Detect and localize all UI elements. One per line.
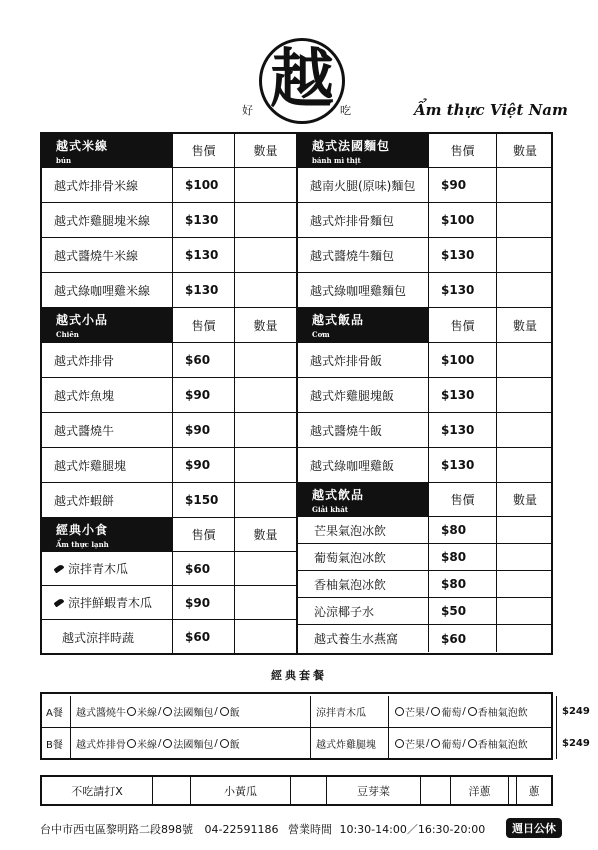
menu-item-row [298, 625, 553, 652]
set-side-dish: 越式炸雞腿塊 [310, 727, 388, 759]
menu-item-name-cell [42, 238, 172, 272]
menu-item-price: $130 [172, 203, 234, 237]
menu-item-name: 芒果氣泡冰飲 [314, 523, 387, 538]
quantity-cell[interactable] [234, 238, 296, 272]
menu-item-name: 越式炸排骨麵包 [310, 213, 395, 228]
option-circle[interactable] [468, 739, 477, 748]
set-option-label: 法國麵包 [173, 739, 214, 751]
section-subtitle: Giải khát [312, 504, 348, 514]
quantity-cell[interactable] [234, 586, 296, 619]
quantity-cell[interactable] [234, 552, 296, 585]
menu-item-name-cell [42, 378, 172, 412]
separator: / [158, 737, 162, 749]
menu-item-name: 越式炸魚塊 [54, 388, 115, 403]
menu-item-name-cell [298, 168, 428, 202]
section-title-cell [42, 308, 172, 342]
price-column-header: 售價 [428, 134, 496, 167]
section-title-cell [42, 134, 172, 167]
section-subtitle: Ẩm thực lạnh [56, 539, 109, 549]
quantity-cell[interactable] [234, 203, 296, 237]
drink-option-label: 芒果 [405, 708, 425, 719]
set-main-choice [70, 727, 310, 759]
phone: 04-22591186 [204, 823, 279, 836]
menu-item-row [298, 598, 553, 625]
menu-item-price: $60 [428, 625, 496, 652]
quantity-cell[interactable] [234, 168, 296, 202]
menu-item-price: $80 [428, 517, 496, 543]
menu-item-price: $130 [428, 238, 496, 272]
section-title-cell [298, 134, 428, 167]
menu-item-name: 葡萄氣泡冰飲 [314, 550, 387, 565]
menu-item-name-cell [42, 620, 172, 654]
quantity-cell[interactable] [234, 413, 296, 447]
menu-item-price: $130 [172, 273, 234, 307]
address: 台中市西屯區黎明路二段898號 [40, 823, 193, 836]
section-title: 越式法國麵包 [312, 138, 391, 153]
exclusion-label: 不吃請打X [71, 784, 123, 798]
menu-item-row [298, 571, 553, 598]
section-subtitle: bún [56, 155, 72, 165]
exclusion-item: 豆芽菜 [326, 777, 420, 804]
menu-item-row [298, 544, 553, 571]
separator: / [462, 706, 466, 717]
menu-item-name: 越式綠咖哩雞麵包 [310, 283, 407, 298]
menu-item-row [298, 517, 553, 544]
separator: / [462, 737, 466, 749]
separator: / [214, 737, 218, 749]
separator: / [426, 737, 430, 749]
menu-item-price: $100 [428, 203, 496, 237]
menu-item-row [298, 378, 553, 413]
option-circle[interactable] [431, 739, 440, 748]
menu-item-row [42, 552, 296, 586]
menu-item-name: 越式醬燒牛飯 [310, 423, 383, 438]
exclusion-item: 蔥 [516, 777, 551, 804]
menu-item-price: $60 [172, 620, 234, 654]
menu-item-name: 越式炸雞腿塊 [54, 458, 127, 473]
menu-item-name-cell [298, 517, 428, 543]
menu-item-price: $100 [428, 343, 496, 377]
menu-item-name: 越式醬燒牛米線 [54, 248, 139, 263]
menu-item-name: 香柚氣泡冰飲 [314, 577, 387, 592]
quantity-cell[interactable] [496, 413, 553, 447]
menu-item-name-cell [298, 378, 428, 412]
menu-item-price: $130 [428, 378, 496, 412]
menu-item-name-cell [298, 238, 428, 272]
section-title: 越式飲品 [312, 487, 365, 502]
menu-item-name-cell [298, 203, 428, 237]
menu-item-price: $80 [428, 544, 496, 570]
logo-character: 越 [270, 42, 334, 117]
set-side-dish: 涼拌青木瓜 [310, 696, 388, 727]
chili-icon [53, 598, 64, 608]
option-circle[interactable] [220, 739, 229, 748]
drink-option-label: 香柚氣泡飲 [477, 708, 528, 719]
option-circle[interactable] [395, 739, 404, 748]
menu-item-row [42, 620, 296, 654]
set-label: B餐 [46, 739, 63, 751]
menu-item-row [298, 238, 553, 273]
set-option-label: 飯 [229, 739, 240, 751]
section-subtitle: Chiên [56, 330, 79, 339]
menu-item-name-cell [298, 273, 428, 307]
set-main-dish: 越式炸排骨 [76, 739, 126, 751]
menu-item-row [42, 168, 296, 203]
set-drink-choice [388, 727, 556, 759]
menu-item-price: $150 [172, 483, 234, 517]
option-circle[interactable] [431, 707, 440, 716]
set-meal-row [42, 696, 590, 728]
menu-item-row [298, 343, 553, 378]
menu-item-name-cell [42, 343, 172, 377]
closed-badge: 週日公休 [506, 818, 562, 838]
menu-item-price: $100 [172, 168, 234, 202]
menu-item-name-cell [298, 598, 428, 624]
drink-option-label: 香柚氣泡飲 [477, 739, 528, 751]
qty-column-header: 數量 [234, 134, 296, 167]
quantity-cell[interactable] [496, 517, 553, 543]
menu-item-name: 越式醬燒牛麵包 [310, 248, 395, 263]
section-header-drinks [298, 483, 553, 517]
section-title: 越式米線 [56, 138, 109, 153]
set-meal-row [42, 727, 590, 759]
menu-item-row [298, 273, 553, 308]
set-meal-table [40, 692, 590, 760]
menu-item-name-cell [42, 483, 172, 517]
option-circle[interactable] [163, 739, 172, 748]
menu-item-name: 涼拌鮮蝦青木瓜 [68, 596, 153, 610]
option-circle[interactable] [127, 739, 136, 748]
quantity-cell[interactable] [496, 343, 553, 377]
set-label: A餐 [46, 708, 63, 719]
menu-item-name: 越南火腿(原味)麵包 [310, 178, 416, 193]
menu-item-price: $130 [172, 238, 234, 272]
menu-item-row [42, 343, 296, 378]
separator: / [214, 706, 218, 717]
exclusion-check[interactable] [420, 777, 450, 804]
menu-item-name-cell [42, 586, 172, 619]
section-subtitle: bánh mì thịt [312, 155, 361, 165]
menu-item-name-cell [42, 168, 172, 202]
menu-item-name: 越式醬燒牛 [54, 423, 115, 438]
menu-item-name-cell [42, 552, 172, 585]
quantity-cell[interactable] [234, 620, 296, 654]
tagline: Ẩm thực Việt Nam [414, 101, 568, 119]
exclusion-check[interactable] [290, 777, 326, 804]
section-title: 經典小食 [56, 522, 109, 537]
set-price: $249 [556, 727, 562, 759]
option-circle[interactable] [395, 707, 404, 716]
menu-item-row [298, 168, 553, 203]
section-header-chien [42, 308, 296, 343]
price-column-header: 售價 [172, 518, 234, 551]
quantity-cell[interactable] [496, 571, 553, 597]
option-circle[interactable] [220, 707, 229, 716]
menu-item-price: $60 [172, 552, 234, 585]
menu-item-row [298, 203, 553, 238]
price-column-header: 售價 [172, 134, 234, 167]
qty-column-header: 數量 [496, 308, 553, 342]
menu-item-name: 越式涼拌時蔬 [62, 630, 135, 645]
menu-item-name-cell [298, 448, 428, 482]
quantity-cell[interactable] [496, 203, 553, 237]
quantity-cell[interactable] [496, 378, 553, 412]
price-column-header: 售價 [428, 483, 496, 516]
quantity-cell[interactable] [496, 598, 553, 624]
exclusion-item: 洋蔥 [450, 777, 508, 804]
menu-item-price: $90 [428, 168, 496, 202]
quantity-cell[interactable] [496, 238, 553, 272]
menu-item-name: 越式炸雞腿塊飯 [310, 388, 395, 403]
menu-item-price: $130 [428, 448, 496, 482]
separator: / [158, 706, 162, 717]
exclusion-check[interactable] [152, 777, 190, 804]
separator: / [426, 706, 430, 717]
hours: 10:30-14:00／16:30-20:00 [339, 823, 486, 836]
option-circle[interactable] [127, 707, 136, 716]
menu-item-name: 越式綠咖哩雞飯 [310, 458, 395, 473]
set-main-choice [70, 696, 310, 727]
menu-item-row [42, 378, 296, 413]
logo-left-text: 好 [242, 104, 253, 117]
section-subtitle: Cơm [312, 330, 330, 339]
quantity-cell[interactable] [496, 273, 553, 307]
menu-item-name-cell [42, 448, 172, 482]
menu-item-row [42, 483, 296, 518]
exclusion-item: 小黃瓜 [190, 777, 290, 804]
menu-item-price: $80 [428, 571, 496, 597]
set-option-label: 飯 [229, 708, 240, 719]
menu-item-name: 越式炸排骨米線 [54, 178, 139, 193]
menu-item-row [298, 413, 553, 448]
chili-icon [53, 564, 64, 574]
option-circle[interactable] [468, 707, 477, 716]
price-column-header: 售價 [428, 308, 496, 342]
section-title-cell [42, 518, 172, 551]
menu-item-name: 越式養生水燕窩 [314, 632, 399, 646]
menu-item-price: $50 [428, 598, 496, 624]
quantity-cell[interactable] [234, 448, 296, 482]
set-main-dish: 越式醬燒牛 [76, 708, 126, 719]
set-option-label: 法國麵包 [173, 708, 214, 719]
footer-info [40, 821, 485, 837]
menu-item-name-cell [298, 544, 428, 570]
section-title-cell [298, 483, 428, 516]
quantity-cell[interactable] [496, 168, 553, 202]
hours-label: 營業時間 [287, 823, 332, 836]
menu-item-price: $90 [172, 586, 234, 619]
section-title: 越式飯品 [312, 313, 365, 327]
menu-table [40, 132, 553, 655]
menu-item-name: 沁涼椰子水 [314, 604, 375, 619]
section-title: 越式小品 [56, 313, 109, 327]
menu-item-price: $90 [172, 378, 234, 412]
menu-item-name-cell [298, 571, 428, 597]
section-header-bun [42, 134, 296, 168]
qty-column-header: 數量 [496, 134, 553, 167]
price-column-header: 售價 [172, 308, 234, 342]
menu-item-name-cell [42, 413, 172, 447]
menu-item-row [42, 586, 296, 620]
menu-item-row [298, 448, 553, 483]
option-circle[interactable] [163, 707, 172, 716]
menu-item-name-cell [42, 273, 172, 307]
quantity-cell[interactable] [234, 343, 296, 377]
menu-item-row [42, 203, 296, 238]
quantity-cell[interactable] [234, 483, 296, 517]
menu-item-name-cell [298, 343, 428, 377]
menu-item-name-cell [42, 203, 172, 237]
qty-column-header: 數量 [234, 308, 296, 342]
section-header-banhmi [298, 134, 553, 168]
section-title-cell [298, 308, 428, 342]
exclusion-check[interactable] [508, 777, 516, 804]
qty-column-header: 數量 [234, 518, 296, 551]
menu-item-row [42, 238, 296, 273]
menu-item-name: 越式炸排骨飯 [310, 353, 383, 368]
qty-column-header: 數量 [496, 483, 553, 516]
menu-item-name: 越式炸排骨 [54, 353, 115, 368]
logo-right-text: 吃 [340, 104, 351, 117]
section-header-com [298, 308, 553, 343]
menu-item-price: $60 [172, 343, 234, 377]
quantity-cell[interactable] [496, 544, 553, 570]
drink-option-label: 芒果 [405, 739, 425, 751]
menu-item-row [42, 448, 296, 483]
menu-item-price: $130 [428, 273, 496, 307]
exclusions-table [40, 775, 553, 806]
set-drink-choice [388, 696, 556, 727]
menu-item-row [42, 413, 296, 448]
section-header-lanh [42, 518, 296, 552]
menu-item-name-cell [298, 625, 428, 652]
menu-item-price: $90 [172, 413, 234, 447]
quantity-cell[interactable] [496, 448, 553, 482]
drink-option-label: 葡萄 [441, 739, 462, 751]
menu-item-name: 涼拌青木瓜 [68, 562, 129, 576]
quantity-cell[interactable] [496, 625, 553, 652]
set-meal-title: 經典套餐 [271, 669, 327, 682]
set-option-label: 米線 [137, 708, 157, 719]
menu-item-row [42, 273, 296, 308]
set-price: $249 [556, 696, 562, 727]
menu-item-name: 越式炸雞腿塊米線 [54, 213, 151, 228]
set-option-label: 米線 [137, 739, 157, 751]
menu-item-price: $90 [172, 448, 234, 482]
menu-item-name-cell [298, 413, 428, 447]
menu-item-name: 越式綠咖哩雞米線 [54, 283, 151, 298]
menu-item-name: 越式炸蝦餅 [54, 493, 115, 508]
drink-option-label: 葡萄 [441, 708, 462, 719]
quantity-cell[interactable] [234, 378, 296, 412]
quantity-cell[interactable] [234, 273, 296, 307]
menu-item-price: $130 [428, 413, 496, 447]
